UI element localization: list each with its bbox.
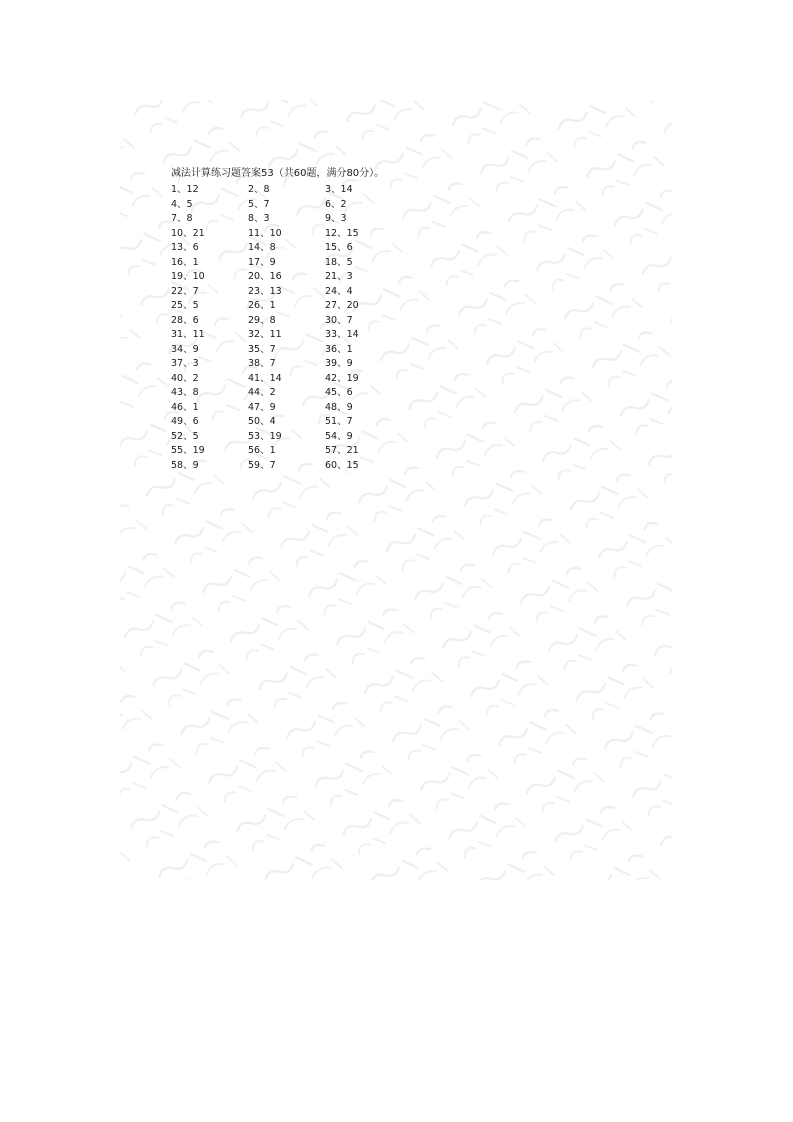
page-title: 减法计算练习题答案53（共60题，满分80分）。: [171, 168, 385, 179]
answer-item: 46、1: [171, 401, 199, 413]
answer-item: 3、14: [325, 184, 353, 195]
answer-item: 32、11: [248, 329, 282, 340]
answer-item: 51、7: [325, 416, 353, 427]
answer-item: 17、9: [248, 256, 276, 268]
answer-item: 60、15: [325, 459, 359, 471]
answer-item: 15、6: [325, 242, 353, 253]
answer-grid: [171, 183, 402, 473]
answer-item: 58、9: [171, 459, 199, 471]
answer-item: 34、9: [171, 343, 199, 355]
answer-item: 54、9: [325, 430, 353, 442]
answer-item: 12、15: [325, 227, 359, 239]
answer-item: 45、6: [325, 387, 353, 398]
answer-item: 39、9: [325, 358, 353, 369]
answer-item: 40、2: [171, 372, 199, 384]
answer-item: 11、10: [248, 227, 282, 239]
answer-item: 38、7: [248, 358, 276, 369]
answer-sheet: [171, 167, 402, 473]
answer-item: 43、8: [171, 387, 199, 398]
answer-item: 23、13: [248, 285, 282, 297]
answer-item: 31、11: [171, 329, 205, 340]
answer-item: 52、5: [171, 430, 199, 442]
answer-item: 13、6: [171, 242, 199, 253]
answer-item: 21、3: [325, 271, 353, 282]
answer-item: 10、21: [171, 227, 205, 239]
answer-item: 5、7: [248, 198, 270, 210]
answer-item: 2、8: [248, 184, 270, 195]
answer-item: 44、2: [248, 387, 276, 398]
answer-item: 9、3: [325, 213, 347, 224]
answer-item: 53、19: [248, 430, 282, 442]
answer-item: 57、21: [325, 445, 359, 456]
answer-item: 41、14: [248, 372, 282, 384]
answer-item: 19、10: [171, 271, 205, 282]
answer-item: 1、12: [171, 184, 199, 195]
answer-item: 16、1: [171, 256, 199, 268]
answer-item: 27、20: [325, 300, 359, 311]
answer-item: 55、19: [171, 445, 205, 456]
answer-item: 36、1: [325, 343, 353, 355]
answer-item: 6、2: [325, 198, 347, 210]
answer-item: 59、7: [248, 459, 276, 471]
answer-item: 18、5: [325, 256, 353, 268]
answer-item: 47、9: [248, 401, 276, 413]
answer-item: 49、6: [171, 416, 199, 427]
answer-item: 4、5: [171, 198, 193, 210]
answer-item: 29、8: [248, 314, 276, 326]
answer-item: 7、8: [171, 213, 193, 224]
answer-item: 37、3: [171, 358, 199, 369]
answer-item: 20、16: [248, 271, 282, 282]
answer-item: 8、3: [248, 213, 270, 224]
answer-item: 35、7: [248, 343, 276, 355]
answer-item: 28、6: [171, 314, 199, 326]
answer-item: 22、7: [171, 285, 199, 297]
answer-item: 26、1: [248, 300, 276, 311]
answer-item: 56、1: [248, 445, 276, 456]
answer-item: 48、9: [325, 401, 353, 413]
answer-item: 33、14: [325, 329, 359, 340]
answer-item: 24、4: [325, 285, 353, 297]
answer-item: 50、4: [248, 416, 276, 427]
answer-item: 14、8: [248, 242, 276, 253]
answer-item: 30、7: [325, 314, 353, 326]
answer-item: 42、19: [325, 372, 359, 384]
answer-item: 25、5: [171, 300, 199, 311]
